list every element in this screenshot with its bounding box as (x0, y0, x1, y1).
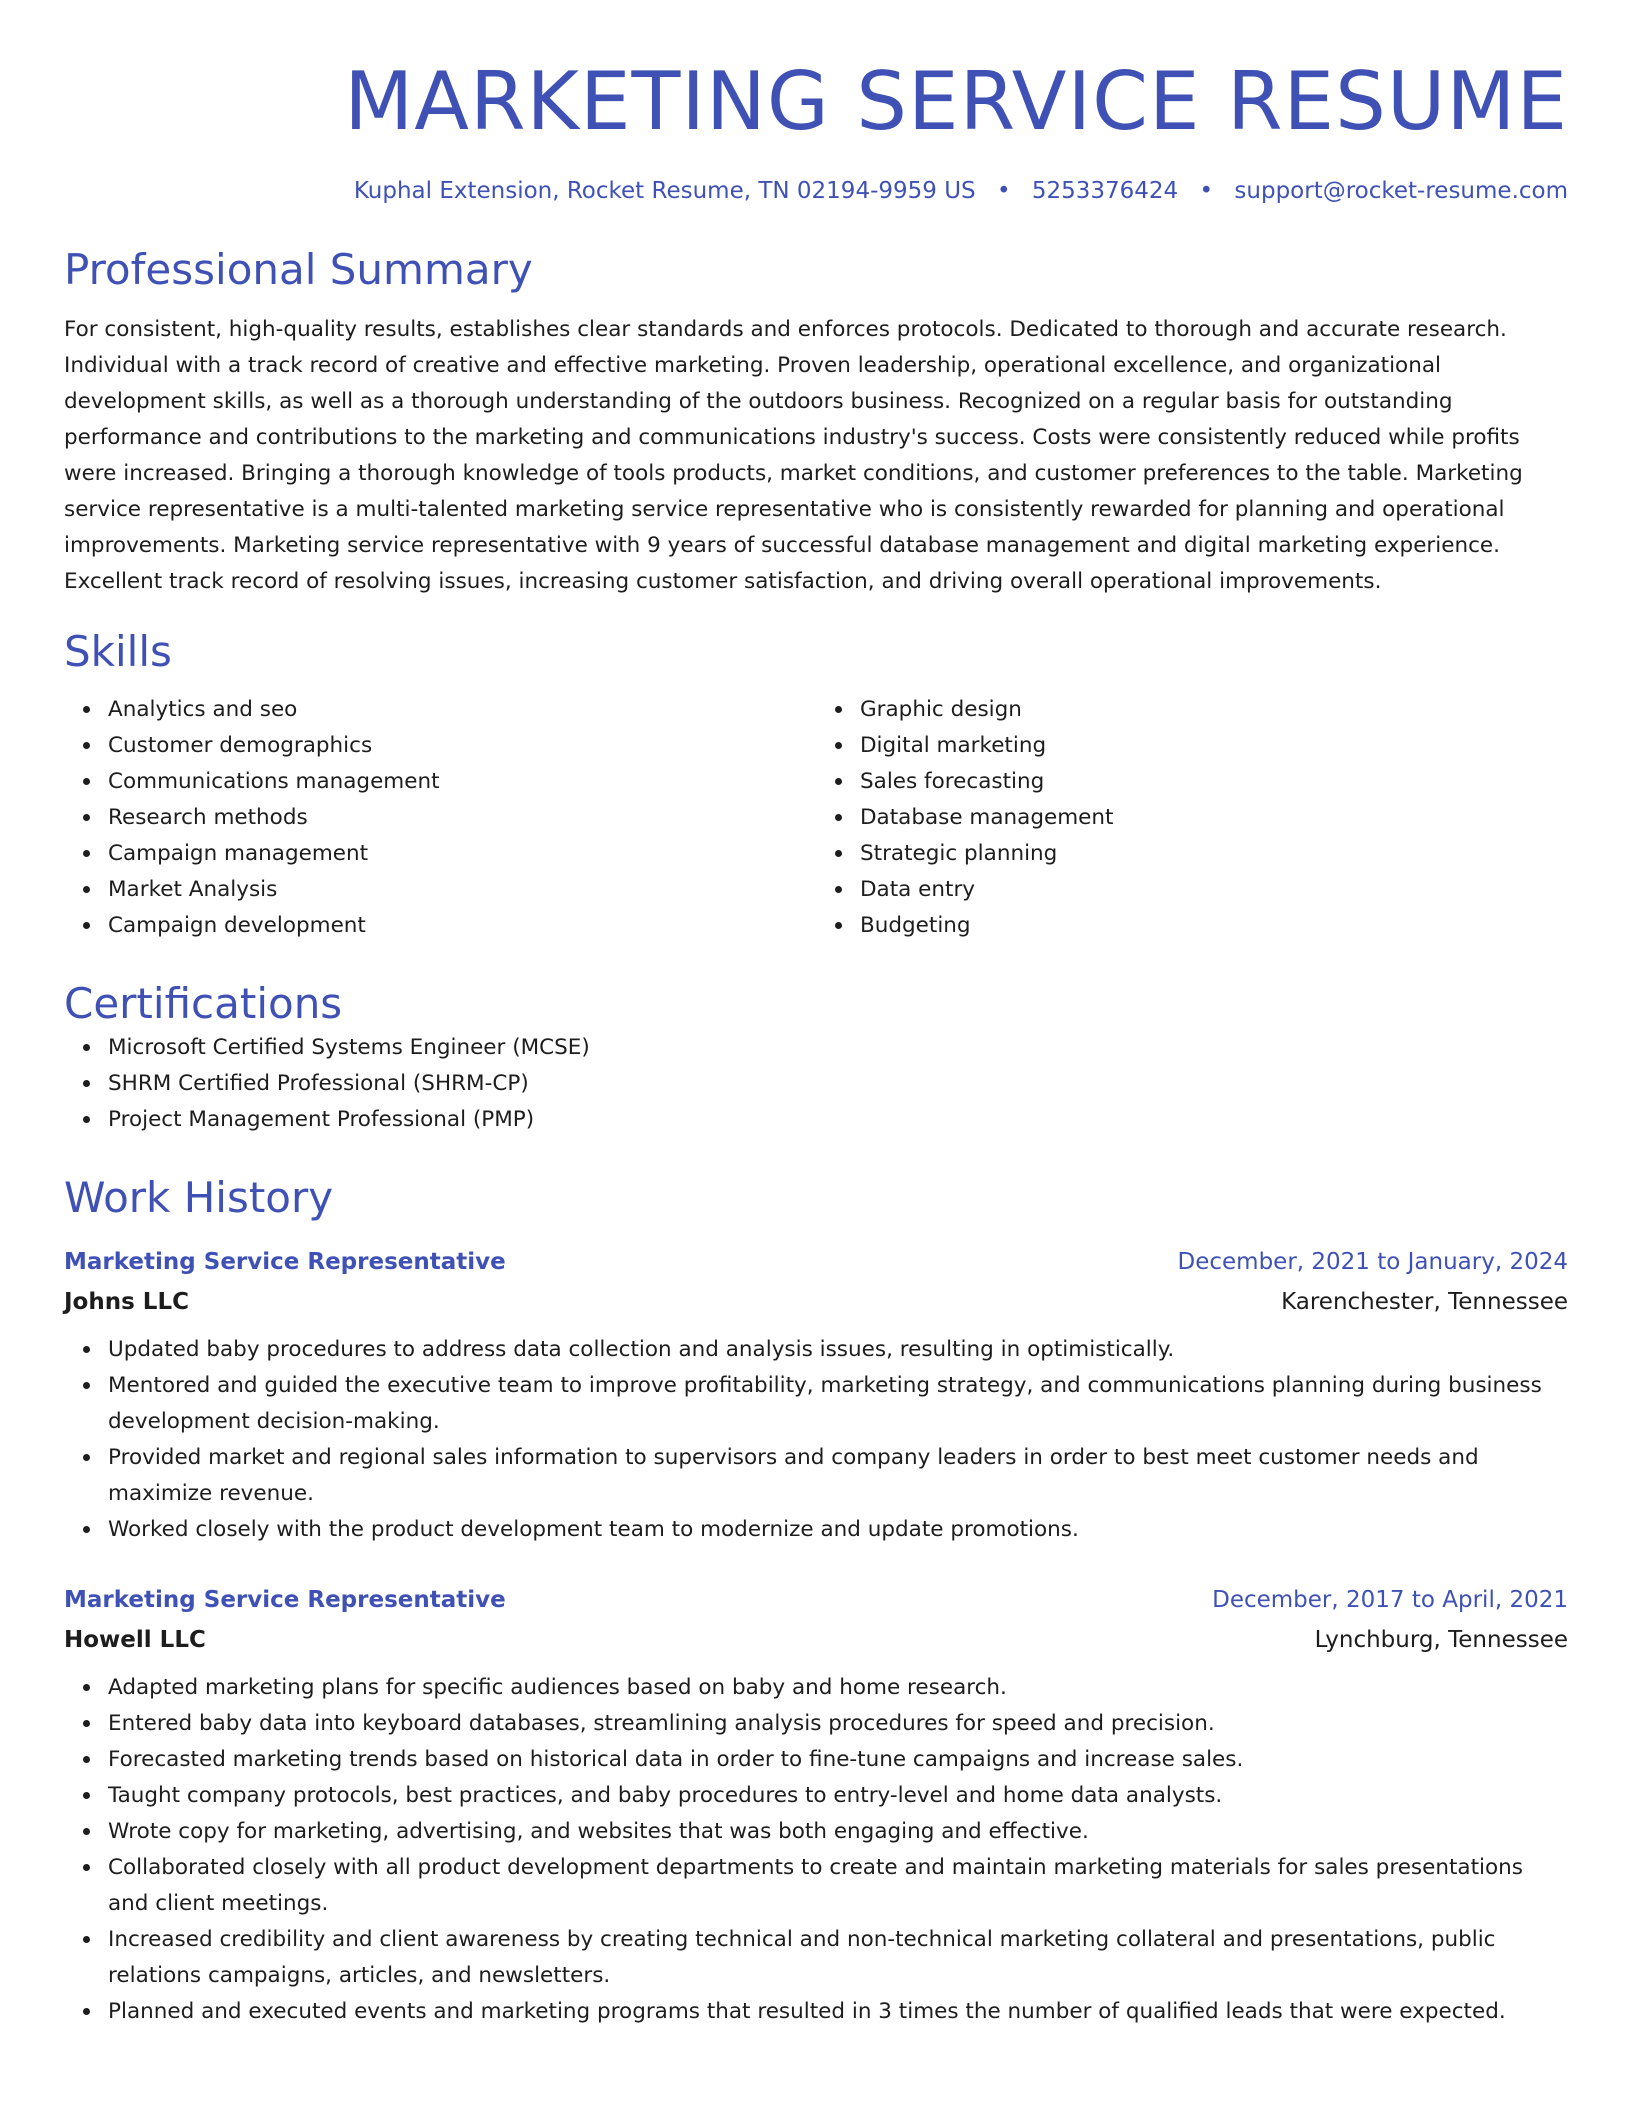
job-duty: Wrote copy for marketing, advertising, and websites that was both engaging and effective. (108, 1814, 1568, 1850)
contact-separator: • (1199, 178, 1214, 204)
work-history-heading: Work History (64, 1173, 334, 1222)
job-location: Karenchester, Tennessee (1281, 1289, 1568, 1315)
skill-item: Communications management (108, 764, 816, 800)
job-dates: December, 2017 to April, 2021 (1212, 1587, 1568, 1613)
skill-item: Database management (860, 800, 1568, 836)
job-role: Marketing Service Representative (64, 1587, 506, 1613)
job-subheader (64, 1286, 1568, 1318)
skills-column-left (64, 692, 816, 944)
contact-address: Kuphal Extension, Rocket Resume, TN 02194-9959 US (353, 178, 976, 204)
job-location: Lynchburg, Tennessee (1314, 1627, 1568, 1653)
job-header (64, 1584, 1568, 1616)
skill-item: Customer demographics (108, 728, 816, 764)
job-company: Howell LLC (64, 1627, 206, 1653)
job-duty: Adapted marketing plans for specific audiences based on baby and home research. (108, 1670, 1568, 1706)
job-duty: Mentored and guided the executive team to improve profitability, marketing strategy, and communications planning during business development decision-making. (108, 1368, 1568, 1440)
contact-separator: • (996, 178, 1011, 204)
skill-item: Campaign development (108, 908, 816, 944)
skill-item: Graphic design (860, 692, 1568, 728)
job-duty: Planned and executed events and marketing programs that resulted in 3 times the number of qualified leads that were expected. (108, 1994, 1568, 2030)
job-subheader (64, 1624, 1568, 1656)
skill-item: Research methods (108, 800, 816, 836)
job-duties (64, 1670, 1568, 2030)
certifications-heading: Certifications (64, 979, 343, 1028)
job-duty: Worked closely with the product development team to modernize and update promotions. (108, 1512, 1568, 1548)
job-duty: Forecasted marketing trends based on historical data in order to fine-tune campaigns and increase sales. (108, 1742, 1568, 1778)
job-duty: Increased credibility and client awareness by creating technical and non-technical marketing collateral and presentations, public relations campaigns, articles, and newsletters. (108, 1922, 1568, 1994)
skill-item: Market Analysis (108, 872, 816, 908)
job-duty: Taught company protocols, best practices, and baby procedures to entry-level and home data analysts. (108, 1778, 1568, 1814)
job-entry (64, 1584, 1568, 2030)
contact-phone: 5253376424 (1031, 178, 1179, 204)
skills-heading: Skills (64, 627, 172, 676)
certification-item: SHRM Certified Professional (SHRM-CP) (108, 1066, 1568, 1102)
contact-line (64, 176, 1568, 206)
skill-item: Campaign management (108, 836, 816, 872)
job-header (64, 1246, 1568, 1278)
job-role: Marketing Service Representative (64, 1249, 506, 1275)
job-duty: Updated baby procedures to address data collection and analysis issues, resulting in optimistically. (108, 1332, 1568, 1368)
skill-item: Data entry (860, 872, 1568, 908)
summary-text: For consistent, high-quality results, establishes clear standards and enforces protocols. Dedicated to thorough and accurate research. Individual with a track record of creative and effective marketing. Proven leadership, operational excellence, and organizational development skills, as well as a thorough understanding of the outdoors business. Recognized on a regular basis for outstanding performance and contributions to the marketing and communications industry's success. Costs were consistently reduced while profits were increased. Bringing a thorough knowledge of tools products, market conditions, and customer preferences to the table. Marketing service representative is a multi-talented marketing service representative who is consistently rewarded for planning and operational improvements. Marketing service representative with 9 years of successful database management and digital marketing experience. Excellent track record of resolving issues, increasing customer satisfaction, and driving overall operational improvements. (64, 317, 1523, 594)
resume-title: MARKETING SERVICE RESUME (344, 55, 1568, 148)
skill-item: Strategic planning (860, 836, 1568, 872)
contact-email: support@rocket-resume.com (1234, 178, 1568, 204)
certifications-list (64, 1030, 1568, 1138)
job-duty: Entered baby data into keyboard databases, streamlining analysis procedures for speed and precision. (108, 1706, 1568, 1742)
job-entry (64, 1246, 1568, 1548)
job-dates: December, 2021 to January, 2024 (1177, 1249, 1568, 1275)
certification-item: Project Management Professional (PMP) (108, 1102, 1568, 1138)
job-duties (64, 1332, 1568, 1548)
skills-list (64, 692, 1568, 944)
skill-item: Digital marketing (860, 728, 1568, 764)
skill-item: Budgeting (860, 908, 1568, 944)
skill-item: Analytics and seo (108, 692, 816, 728)
job-duty: Collaborated closely with all product development departments to create and maintain marketing materials for sales presentations and client meetings. (108, 1850, 1568, 1922)
skills-column-right (816, 692, 1568, 944)
skill-item: Sales forecasting (860, 764, 1568, 800)
job-company: Johns LLC (64, 1289, 189, 1315)
summary-heading: Professional Summary (64, 245, 533, 294)
job-duty: Provided market and regional sales information to supervisors and company leaders in order to best meet customer needs and maximize revenue. (108, 1440, 1568, 1512)
certification-item: Microsoft Certified Systems Engineer (MCSE) (108, 1030, 1568, 1066)
